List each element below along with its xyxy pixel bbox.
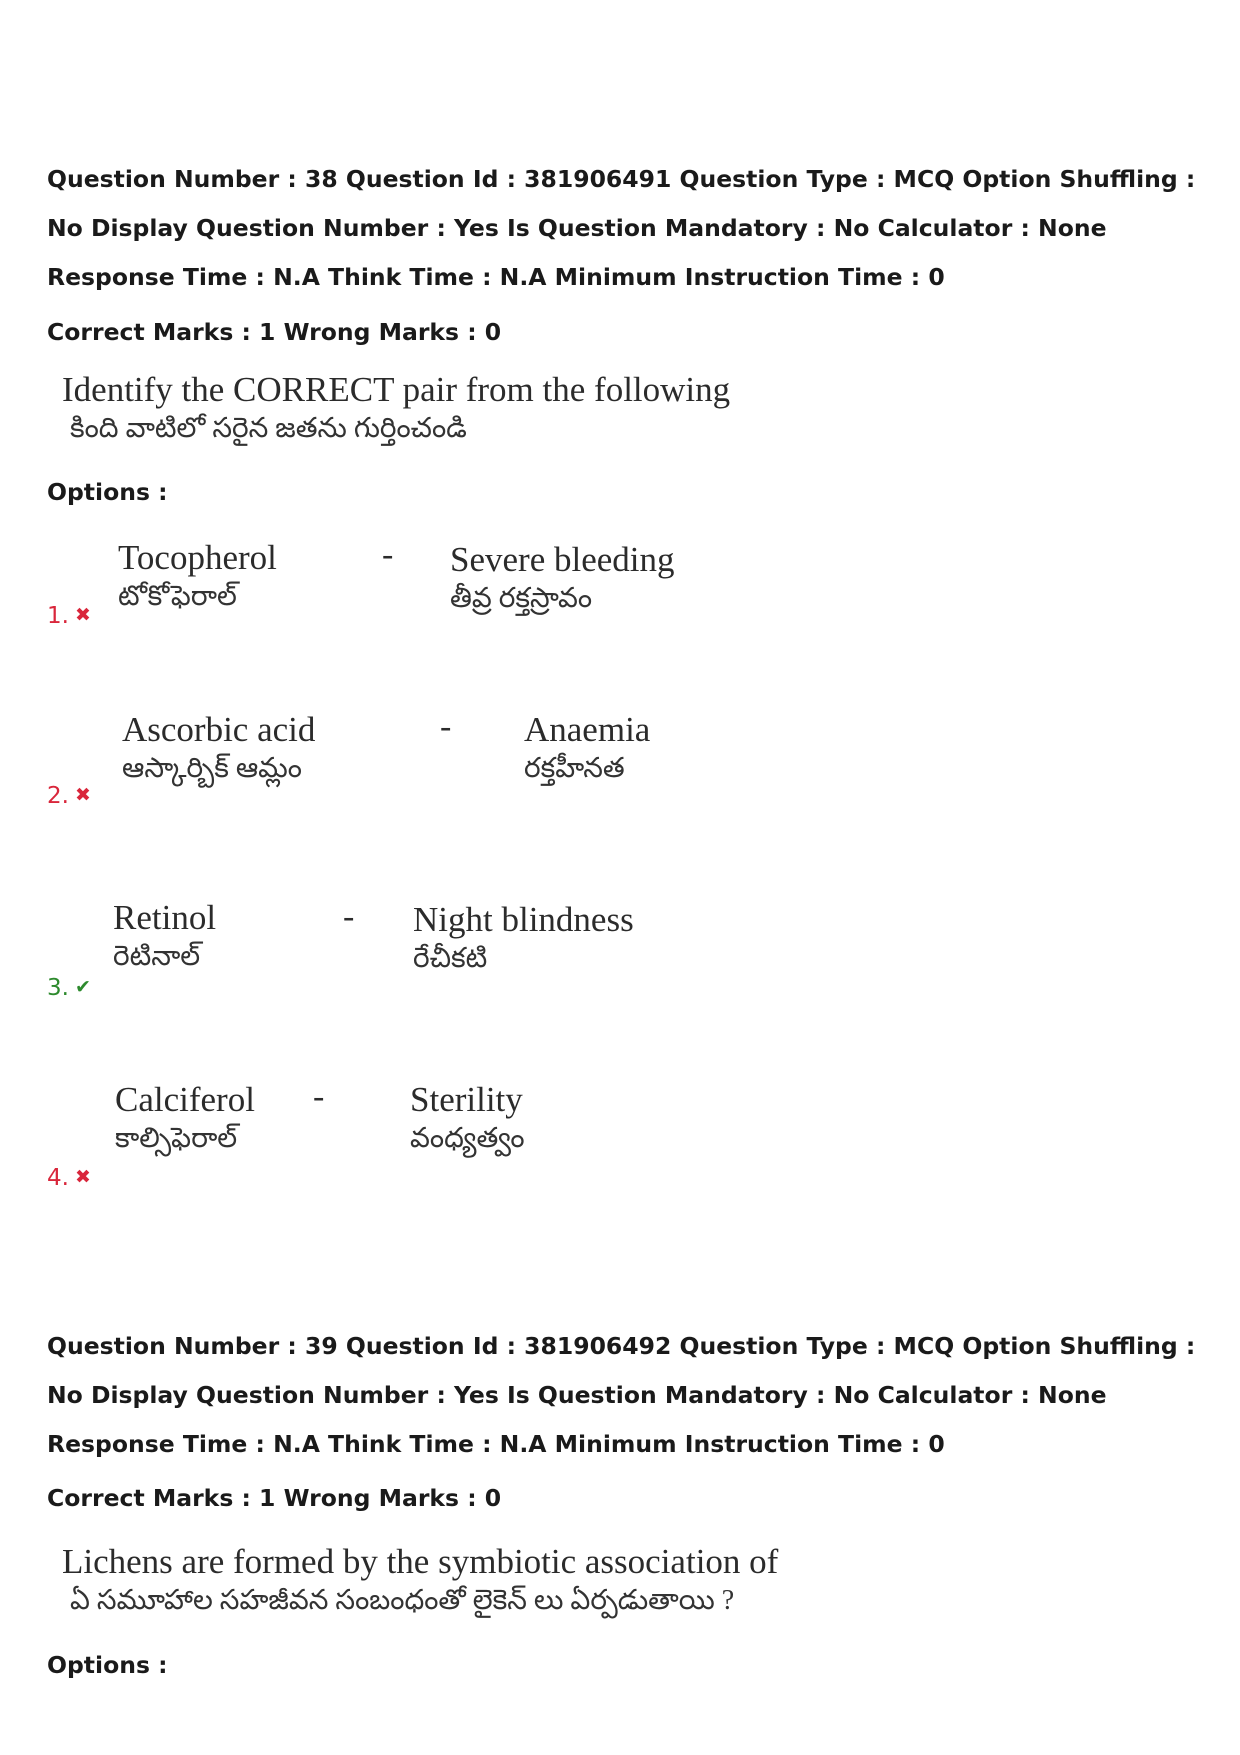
- question-39-text-te: ఏ సమూహాల సహజీవన సంబంధంతో లైకెన్ లు ఏర్పడుతాయి ?: [70, 1585, 735, 1616]
- option-3-number: 3.: [47, 975, 69, 1001]
- option-1-right: [450, 540, 675, 618]
- option-4-marker[interactable]: [47, 1165, 91, 1191]
- option-3-right-te: రేచీకటి: [413, 943, 488, 974]
- question-39-marks: Correct Marks : 1 Wrong Marks : 0: [47, 1484, 502, 1512]
- option-3-right-en: Night blindness: [413, 900, 634, 939]
- option-1-left-en: Tocopherol: [118, 538, 277, 577]
- option-3-left: [113, 898, 216, 976]
- question-39-options-label: Options :: [47, 1651, 168, 1679]
- option-4-left: [115, 1080, 255, 1158]
- question-38-text-en: Identify the CORRECT pair from the following: [62, 370, 731, 409]
- wrong-cross-icon: ✖: [74, 1166, 91, 1188]
- question-38-options-label: Options :: [47, 478, 168, 506]
- option-4-right-te: వంధ్యత్వం: [410, 1123, 525, 1154]
- option-1-left: [118, 538, 277, 616]
- option-4-left-en: Calciferol: [115, 1080, 255, 1119]
- option-4-dash: -: [313, 1078, 325, 1115]
- question-39-text: [62, 1542, 778, 1620]
- option-2-left: [122, 710, 315, 788]
- option-3-right: [413, 900, 634, 978]
- option-2-left-en: Ascorbic acid: [122, 710, 316, 749]
- option-1-marker[interactable]: [47, 603, 91, 629]
- correct-check-icon: ✔: [74, 976, 91, 998]
- option-2-right-en: Anaemia: [524, 710, 651, 749]
- question-38-text: [62, 370, 730, 448]
- option-3-dash: -: [343, 898, 355, 935]
- option-2-number: 2.: [47, 783, 69, 809]
- option-3-left-te: రెటినాల్: [113, 941, 201, 972]
- option-2-left-te: ఆస్కార్బిక్ ఆమ్లం: [122, 753, 302, 784]
- option-2-right-te: రక్తహీనత: [524, 753, 625, 784]
- option-4-left-te: కాల్సిఫెరాల్: [115, 1123, 238, 1154]
- option-2-right: [524, 710, 650, 788]
- option-4-right-en: Sterility: [410, 1080, 523, 1119]
- question-38-marks: Correct Marks : 1 Wrong Marks : 0: [47, 318, 502, 346]
- option-2-dash: -: [440, 708, 452, 745]
- option-3-left-en: Retinol: [113, 898, 217, 937]
- option-1-dash: -: [382, 536, 394, 573]
- option-1-left-te: టోకోఫెరాల్: [118, 581, 237, 612]
- question-39-text-en: Lichens are formed by the symbiotic association of: [62, 1542, 779, 1581]
- question-39-meta: Question Number : 39 Question Id : 381906492 Question Type : MCQ Option Shuffling : No Display Question Number : Yes Is Question Mandatory : No Calculator : None Response Time : N.A Think Time : N.A Minimum Instruction Time : 0: [47, 1332, 1196, 1458]
- option-1-right-te: తీవ్ర రక్తస్రావం: [450, 583, 593, 614]
- option-3-marker[interactable]: [47, 975, 91, 1001]
- question-38-meta: Question Number : 38 Question Id : 381906491 Question Type : MCQ Option Shuffling : No Display Question Number : Yes Is Question Mandatory : No Calculator : None Response Time : N.A Think Time : N.A Minimum Instruction Time : 0: [47, 165, 1196, 291]
- option-4-right: [410, 1080, 525, 1158]
- wrong-cross-icon: ✖: [74, 604, 91, 626]
- option-1-number: 1.: [47, 603, 69, 629]
- option-4-number: 4.: [47, 1165, 69, 1191]
- question-38-text-te: కింది వాటిలో సరైన జతను గుర్తించండి: [70, 413, 467, 444]
- wrong-cross-icon: ✖: [74, 784, 91, 806]
- option-2-marker[interactable]: [47, 783, 91, 809]
- option-1-right-en: Severe bleeding: [450, 540, 675, 579]
